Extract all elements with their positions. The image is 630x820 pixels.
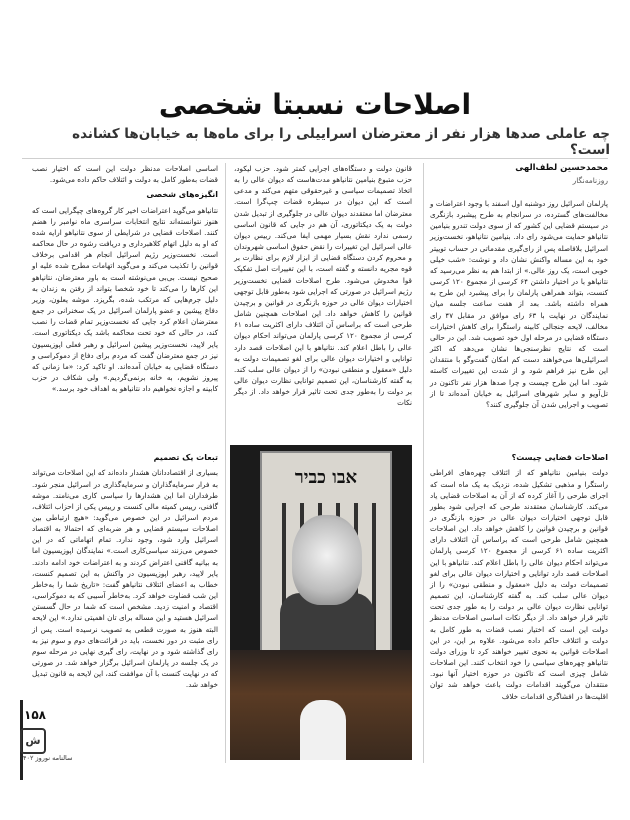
body-column-middle [234,163,412,408]
article-subtitle: چه عاملی صدها هزار نفر از معترضان اسراییلی را برای ماه‌ها به خیابان‌ها کشانده است؟ [72,126,610,158]
author-name: محمدحسین لطف‌الهی [515,163,608,173]
magazine-logo-icon: ش [20,728,46,754]
banner-text: אבו כביר [294,467,358,488]
page-number: ۱۵۸ [24,708,46,722]
protest-photo [230,445,412,760]
body-paragraph: دولت بنیامین نتانیاهو که از ائتلاف چهره‌های افراطی راستگرا و مذهبی تشکیل شده، نزدیک به یک ماه است که اجرای طرحی را آغاز کرده که از آن به اصلاحات قضایی یاد می‌کند. کارشناسان معتقدند طرحی که اجرایی شود بطور قابل توجهی اختیارات دیوان عالی در حوزه بازنگری در قوانین و برچیدن قوانین را کاهش خواهد داد. این اصلاحات همچنین شامل طرحی است که براساس آن ائتلاف دارای اکثریت ساده ۶۱ کرسی از مجموع ۱۲۰ کرسی پارلمان می‌تواند احکام دیوان عالی را باطل اعلام کند. نتانیاهو با این اصلاحات قصد دارد توانایی و اختیارات دیوان عالی برای لغو تصمیمات دولت به دلیل «معقول و منطقی نبودن» را از دیوان عالی سلب کند. به گفته کارشناسان، این تصمیم توانایی نظارت دیوان عالی بر دولت را به طور جدی تحت تاثیر قرار خواهد داد. از دیگر نکات اساسی اصلاحات مدنظر دولت این است که اختیار نصب قضات به طور کامل به دولت و ائتلاف حاکم داده می‌شود. علاوه بر این، در این اصلاحات قوانین به نحوی تغییر خواهند کرد تا وزرای دولت نتانیاهو چهره‌های سیاسی را خود انتخاب کنند. این اصلاحات شامل چیزی است که تاکنون در حوزه اختیار آنها نبود. منتقدان می‌گویند اقدامات دولت باعث خواهد شد توان اقلیت‌ها در افشاگری اقدامات خلاف [430,468,608,701]
body-column-right-top [430,198,608,428]
issue-label: سالنامه نوروز ۱۴۰۲ [19,754,73,762]
body-column-left-top [32,163,218,433]
body-paragraph: اساسی اصلاحات مدنظر دولت این است که اختیار نصب قضات به‌طور کامل به دولت و ائتلاف حاکم داده می‌شود. [32,164,218,185]
body-column-left-bottom [32,448,218,758]
body-paragraph: نتانیاهو می‌گوید اعتراضات اخیر کار گروه‌های چپگرایی است که هنوز نتوانسته‌اند نتایج انتخابات سراسری ماه نوامبر را هضم کنند. اصلاحات قضایی در شرایطی از سوی نتانیاهو ارایه شده که او به دلیل اتهام کلاهبرداری و دریافت رشوه در حال محاکمه است. نخست‌وزیر رژیم اسرائیل انجام هر اقدامی برخلاف قوانین را تکذیب می‌کند و می‌گوید اتهامات مطرح شده علیه او صحیح نیست. بی‌بی می‌نوشته است به باور معترضان، نتانیاهو این کارها را می‌کند تا خود شخصا بتواند از رفتن به زندان به دلیل جرم‌هایی که مرتکب شده، بگریزد. موشه یعلون، وزیر دفاع پیشین و عضو پارلمان اسرائیل در یک سخنرانی در جمع معترضان اعلام کرد جایی که نخست‌وزیر تمام قضات را نصب کند، در حالی که خود تحت محاکمه باشد یک دیکتاتوری است. یایر لاپید، نخست‌وزیر پیشین اسرائیل و رهبر فعلی اپوزیسیون نیز در جمع معترضان گفت که مردم برای دفاع از دموکراسی و دستگاه قضایی به خیابان آمده‌اند. او تاکید کرد: «ما زمانی که پیروز نشویم، به خانه برنمی‌گردیم.» ولی شکاف در حزب کابینه و اجازه نخواهیم داد نتانیاهو به اهداف خود برسد.» [32,205,218,394]
body-paragraph: بسیاری از اقتصاددانان هشدار داده‌اند که این اصلاحات می‌تواند به فرار سرمایه‌گذاران و سرمایه‌گذاری در اسرائیل منجر شود. طرفداران اما این هشدارها را سیاسی کاری می‌نامند. موشه گافنی، رییس کمیته مالی کنست و رییس یکی از احزاب ائتلاف، مردم اسرائیل در این خصوص می‌گوید: «هیچ ارتباطی بین اصلاحات سیستم قضایی و هر ضربه‌ای که احتمالا به اقتصاد اسرائیل وارد شود، وجود ندارد. تمام اتهاماتی که در این خصوص می‌زنند سیاسی‌کاری است.» نمایندگان اپوزیسیون اما به بیانیه گافنی اعتراض کردند و به اعتراضات خود ادامه دادند. یایر لاپید، رهبر اپوزیسیون در واکنش به این تصمیم کنست، خطاب به اعضای ائتلاف نتانیاهو گفت: «تاریخ شما را به‌خاطر این شب قضاوت خواهد کرد. به‌خاطر آسیبی که به دموکراسی، اقتصاد و امنیت زدید. مشخص است که شما در حال گسستن اسرائیل هستید و این مساله برای تان اهمیتی ندارد.» این لایحه البته هنوز به صورت قطعی به تصویب نرسیده است. پس از رای مثبت در دور نخست، باید در قرائت‌های دوم و سوم نیز به رای گذاشته شود و در نهایت، رای گیری نهایی در مرحله سوم در یک جلسه در پارلمان اسرائیل برگزار خواهد شد. در صورتی که در نهایت کنست با آن موافقت کند، این لایحه به قانون تبدیل خواهد شد. [32,468,218,690]
section-heading: اصلاحات قضایی چیست؟ [511,453,608,462]
portrait-face-graphic [292,515,362,605]
masked-protester-graphic [300,700,346,760]
header-divider [22,158,608,159]
section-heading: انگیزه‌های شخصی [146,190,218,200]
author-block [430,163,608,185]
section-heading: تبعات یک تصمیم [153,453,218,462]
author-role: روزنامه‌نگار [572,176,608,185]
body-paragraph: قانون دولت و دستگاه‌های اجرایی کمتر شود. حزب لیکود، حزب متبوع بنیامین نتانیاهو مدت‌هاست که دیوان عالی را به اتخاذ تصمیمات سیاسی و غیرحقوقی متهم می‌کند و مدعی است که این دیوان در سیطره قضات چپ‌گرا است. معترضان اما معتقدند دیوان عالی در جلوگیری از تبدیل شدن دولت به یک دیکتاتوری، آن هم در جایی که قانون اساسی رسمی ندارد نقش بسیار مهمی ایفا می‌کند. رییس دیوان عالی اسرائیل این تغییرات را نقض حقوق اساسی شهروندان و محروم کردن دستگاه قضایی از ابزار لازم برای نظارت بر قوه مجریه دانسته و گفته است، با این تغییرات اصل تفکیک قوا مخدوش می‌شود. طرح اصلاحات قضایی نخست‌وزیر رژیم اسرائیل در صورتی که اجرایی شود به‌طور قابل توجهی اختیارات دیوان عالی در حوزه بازنگری در قوانین و برچیدن قوانین را کاهش خواهد داد. این اصلاحات همچنین شامل طرحی است که براساس آن ائتلاف دارای اکثریت ساده ۶۱ کرسی از مجموع ۱۲۰ کرسی پارلمان می‌تواند احکام دیوان عالی را باطل اعلام کند. نتانیاهو با این اصلاحات قصد دارد توانایی و اختیارات دیوان عالی برای لغو تصمیمات دولت به دلیل «معقول و منطقی نبودن» را از دیوان عالی سلب کند. به گفته کارشناسان، این تصمیم توانایی نظارت دیوان عالی بر دولت را به‌طور جدی تحت تاثیر قرار خواهد داد. از دیگر نکات [234,164,412,408]
article-title: اصلاحات نسبتا شخصی [158,88,472,121]
body-paragraph: پارلمان اسرائیل روز دوشنبه اول اسفند با وجود اعتراضات و مخالفت‌های گسترده، در سرانجام به طرح پیشبرد بازنگری در سیستم قضایی این کشور که از سوی دولت تندرو بنیامین نتانیاهو حمایت می‌شود رای داد. بنیامین نتانیاهو، نخست‌وزیر اسرائیل بلافاصله پس از رای‌گیری مقدماتی در حساب توییتر خود به این مساله واکنش نشان داد و نوشت: «شب خیلی خوبی است، یک روز عالی.» از ابتدا هم به نظر می‌رسید که نتانیاهو با در اختیار داشتن ۶۴ کرسی از مجموع ۱۲۰ کرسی کنست، بتواند همراهی پارلمان را برای پیشبرد این طرح به همراه داشته باشد. بعد از هفت ساعت جلسه میان نمایندگان در نهایت با ۶۳ رای موافق در مقابل ۴۷ رای مخالف، لایحه جنجالی کابینه راستگرا برای کاهش اختیارات دستگاه قضایی در مرحله اول خود تصویب شد. این در حالی است که نتایج نظرسنجی‌ها نشان می‌دهد که اکثر اسرائیلی‌ها می‌خواهند دست کم امکان گفت‌وگو با منتقدان این طرح نیز فراهم شود و از شدت این تغییرات کاسته شود. اما این طرح چیست و چرا صدها هزار نفر تاکنون در تل‌آویو و سایر شهرهای اسرائیل به خیابان آمده‌اند تا از تصویب و اجرایی شدن آن جلوگیری کنند؟ [430,199,609,409]
column-divider-left [225,163,226,763]
column-divider-right [423,163,424,763]
body-column-right-bottom [430,448,608,768]
